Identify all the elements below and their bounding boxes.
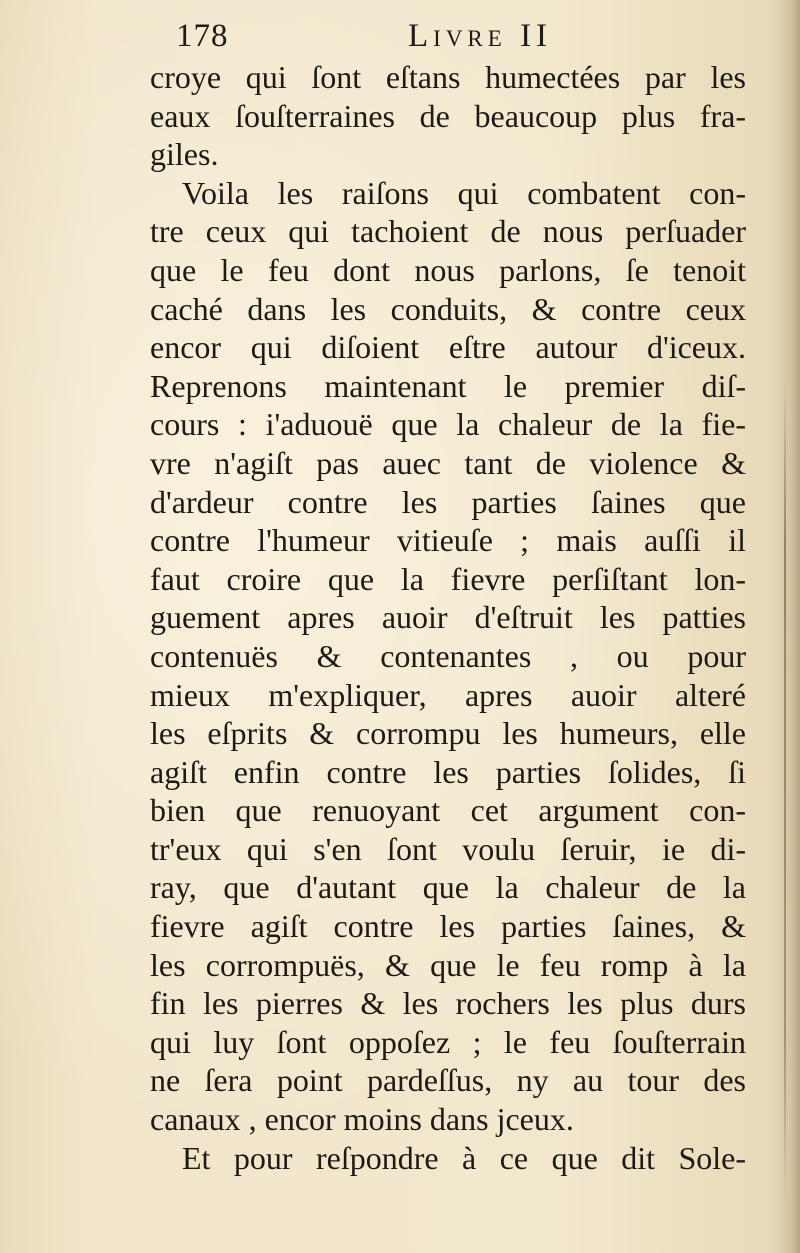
text-line: cours : i'aduouë que la chaleur de la fie- xyxy=(150,406,746,443)
text-line: giles. xyxy=(150,136,219,173)
text-line: Voila les raiſons qui combatent con- xyxy=(182,174,746,211)
text-line: mieux m'expliquer, apres auoir alteré xyxy=(150,676,746,713)
text-line: fin les pierres & les rochers les plus durs xyxy=(150,985,746,1022)
text-line: fievre agiſt contre les parties ſaines, & xyxy=(150,908,746,945)
text-line: les corrompuës, & que le feu romp à la xyxy=(150,946,746,983)
running-head xyxy=(176,18,736,58)
text-line: canaux , encor moins dans jceux. xyxy=(150,1101,574,1138)
text-line: agiſt enfin contre les parties ſolides, ſi xyxy=(150,753,746,790)
page-number: 178 xyxy=(176,18,229,54)
text-line: croye qui ſont eſtans humectées par les xyxy=(150,59,746,95)
text-line: que le feu dont nous parlons, ſe tenoit xyxy=(150,251,746,288)
text-line: Reprenons maintenant le premier diſ- xyxy=(150,367,746,404)
text-line: vre n'agiſt pas auec tant de violence & xyxy=(150,444,746,481)
text-line: caché dans les conduits, & contre ceux xyxy=(150,290,746,327)
text-line: tre ceux qui tachoient de nous perſuader xyxy=(150,213,746,250)
body-text xyxy=(150,58,746,1177)
text-line: bien que renuoyant cet argument con- xyxy=(150,792,746,829)
text-line: d'ardeur contre les parties ſaines que xyxy=(150,483,746,520)
text-line: ray, que d'autant que la chaleur de la xyxy=(150,869,746,906)
text-line: eaux ſouſterraines de beaucoup plus fra- xyxy=(150,97,746,134)
text-line: les eſprits & corrompu les humeurs, elle xyxy=(150,715,746,752)
text-line: guement apres auoir d'eſtruit les patties xyxy=(150,599,746,636)
page-edge-line xyxy=(784,380,786,1200)
book-title: Livre II xyxy=(408,18,553,54)
text-line: Et pour reſpondre à ce que dit Sole- xyxy=(182,1139,746,1176)
text-line: tr'eux qui s'en ſont voulu ſeruir, ie di- xyxy=(150,830,746,867)
text-line: contenuës & contenantes , ou pour xyxy=(150,637,746,674)
text-line: ne ſera point pardeſſus, ny au tour des xyxy=(150,1062,746,1099)
text-line: qui luy ſont oppoſez ; le feu ſouſterrain xyxy=(150,1023,746,1060)
text-line: faut croire que la fievre perſiſtant lon- xyxy=(150,560,746,597)
text-line: encor qui diſoient eſtre autour d'iceux. xyxy=(150,329,746,366)
text-line: contre l'humeur vitieuſe ; mais auſſi il xyxy=(150,522,746,559)
